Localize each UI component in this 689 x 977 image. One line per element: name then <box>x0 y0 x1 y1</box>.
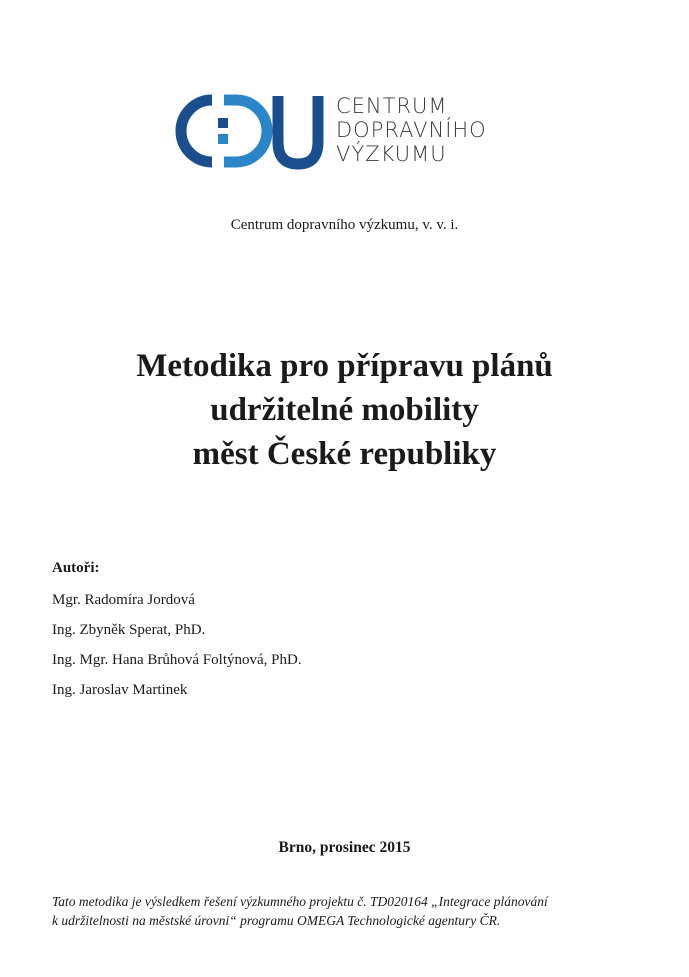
authors-section <box>52 560 302 705</box>
logo-text <box>336 94 487 166</box>
logo-square-1 <box>218 118 228 128</box>
institution-name: Centrum dopravního výzkumu, v. v. i. <box>230 217 459 233</box>
author-name: Ing. Mgr. Hana Brůhová Foltýnová, PhD. <box>52 652 302 668</box>
title-line: udržitelné mobility <box>210 392 479 428</box>
logo-square-2 <box>218 134 228 144</box>
title-line: měst České republiky <box>192 436 497 472</box>
author-name: Ing. Zbyněk Sperat, PhD. <box>52 622 206 638</box>
footnote-line: Tato metodika je výsledkem řešení výzkumného projektu č. TD020164 „Integrace plánování <box>52 894 548 909</box>
project-footnote <box>52 892 652 930</box>
footnote-line: k udržitelnosti na městské úrovni“ programu OMEGA Technologické agentury ČR. <box>52 913 501 928</box>
logo-text-line: DOPRAVNÍHO <box>336 118 487 142</box>
author-name: Ing. Jaroslav Martinek <box>52 682 188 698</box>
logo-v-shape <box>278 96 318 164</box>
logo-text-line: CENTRUM <box>336 94 448 118</box>
logo-text-line: VÝZKUMU <box>336 142 447 166</box>
author-name: Mgr. Radomíra Jordová <box>52 592 195 608</box>
title-line: Metodika pro přípravu plánů <box>136 348 553 384</box>
cdv-logo-mark <box>172 92 332 170</box>
authors-heading: Autoři: <box>52 560 100 576</box>
document-title <box>0 344 689 476</box>
logo-c-shape <box>181 100 212 162</box>
logo-d-shape <box>224 100 267 162</box>
place-date: Brno, prosinec 2015 <box>278 839 411 856</box>
cdv-logo <box>172 92 522 170</box>
